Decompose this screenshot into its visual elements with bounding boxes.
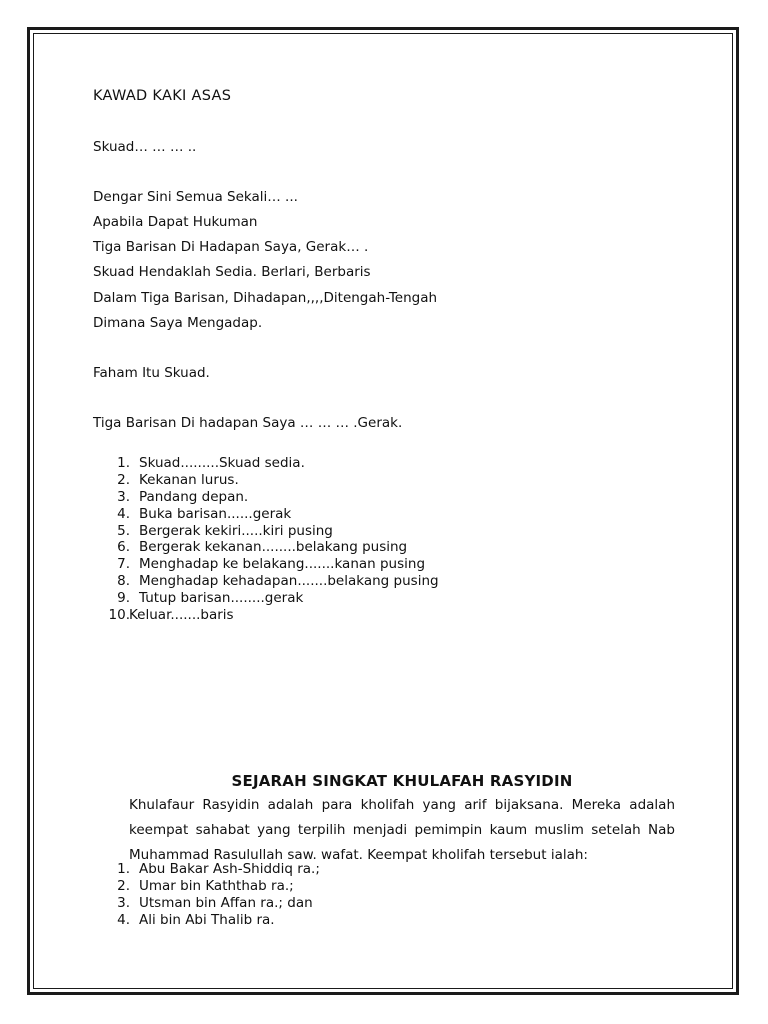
list-number: 10. <box>108 607 130 624</box>
list-number: 1. <box>117 455 130 471</box>
instruction-line-2: Apabila Dapat Hukuman <box>93 214 258 230</box>
list-number: 5. <box>117 522 130 539</box>
list-text: Bergerak kekanan........belakang pusing <box>139 539 408 556</box>
list-number: 2. <box>117 877 130 894</box>
instruction-line-4: Skuad Hendaklah Sedia. Berlari, Berbaris <box>93 264 371 280</box>
list-number: 3. <box>117 488 130 505</box>
list-number: 9. <box>117 590 130 607</box>
list-number: 4. <box>117 911 130 928</box>
list-text: Tutup barisan........gerak <box>139 590 304 607</box>
instruction-line-5: Dalam Tiga Barisan, Dihadapan,,,,Ditengah-Tengah <box>93 290 438 306</box>
list-text: Menghadap ke belakang.......kanan pusing <box>139 556 426 573</box>
list-text: Kekanan lurus. <box>139 471 239 488</box>
list-text: Utsman bin Affan ra.; dan <box>139 894 313 911</box>
list-text: Bergerak kekiri.....kiri pusing <box>139 522 333 539</box>
squad-line: Skuad… … … .. <box>93 139 197 155</box>
list-number: 4. <box>117 505 130 522</box>
list-text: Pandang depan. <box>139 488 249 505</box>
list-number: 8. <box>117 573 130 590</box>
list-text: Menghadap kehadapan.......belakang pusing <box>139 573 439 590</box>
list-text: Keluar.......baris <box>129 607 234 624</box>
list-text: Ali bin Abi Thalib ra. <box>139 911 275 928</box>
instruction-line-6: Dimana Saya Mengadap. <box>93 315 263 331</box>
list-text: Umar bin Kaththab ra.; <box>139 877 294 894</box>
section-heading: SEJARAH SINGKAT KHULAFAH RASYIDIN <box>231 772 573 790</box>
list-text: Abu Bakar Ash-Shiddiq ra.; <box>139 861 320 877</box>
list-text: Buka barisan......gerak <box>139 505 292 522</box>
instruction-line-7: Faham Itu Skuad. <box>93 365 210 381</box>
instruction-line-8: Tiga Barisan Di hadapan Saya … … … .Gerak. <box>93 415 403 431</box>
list-number: 1. <box>117 861 130 877</box>
list-number: 2. <box>117 471 130 488</box>
list-number: 3. <box>117 894 130 911</box>
instruction-line-1: Dengar Sini Semua Sekali… ... <box>93 189 298 205</box>
document-title: KAWAD KAKI ASAS <box>93 88 232 104</box>
list-number: 7. <box>117 556 130 573</box>
list-number: 6. <box>117 539 130 556</box>
instruction-line-3: Tiga Barisan Di Hadapan Saya, Gerak… . <box>93 239 369 255</box>
section-paragraph: Khulafaur Rasyidin adalah para kholifah yang arif bijaksana. Mereka adalah keempat sahabat yang terpilih menjadi pemimpin kaum muslim setelah Nab Muhammad Rasulullah saw. wafat. Keempat kholifah tersebut ialah: <box>129 797 675 863</box>
list-text: Skuad.........Skuad sedia. <box>139 455 305 471</box>
